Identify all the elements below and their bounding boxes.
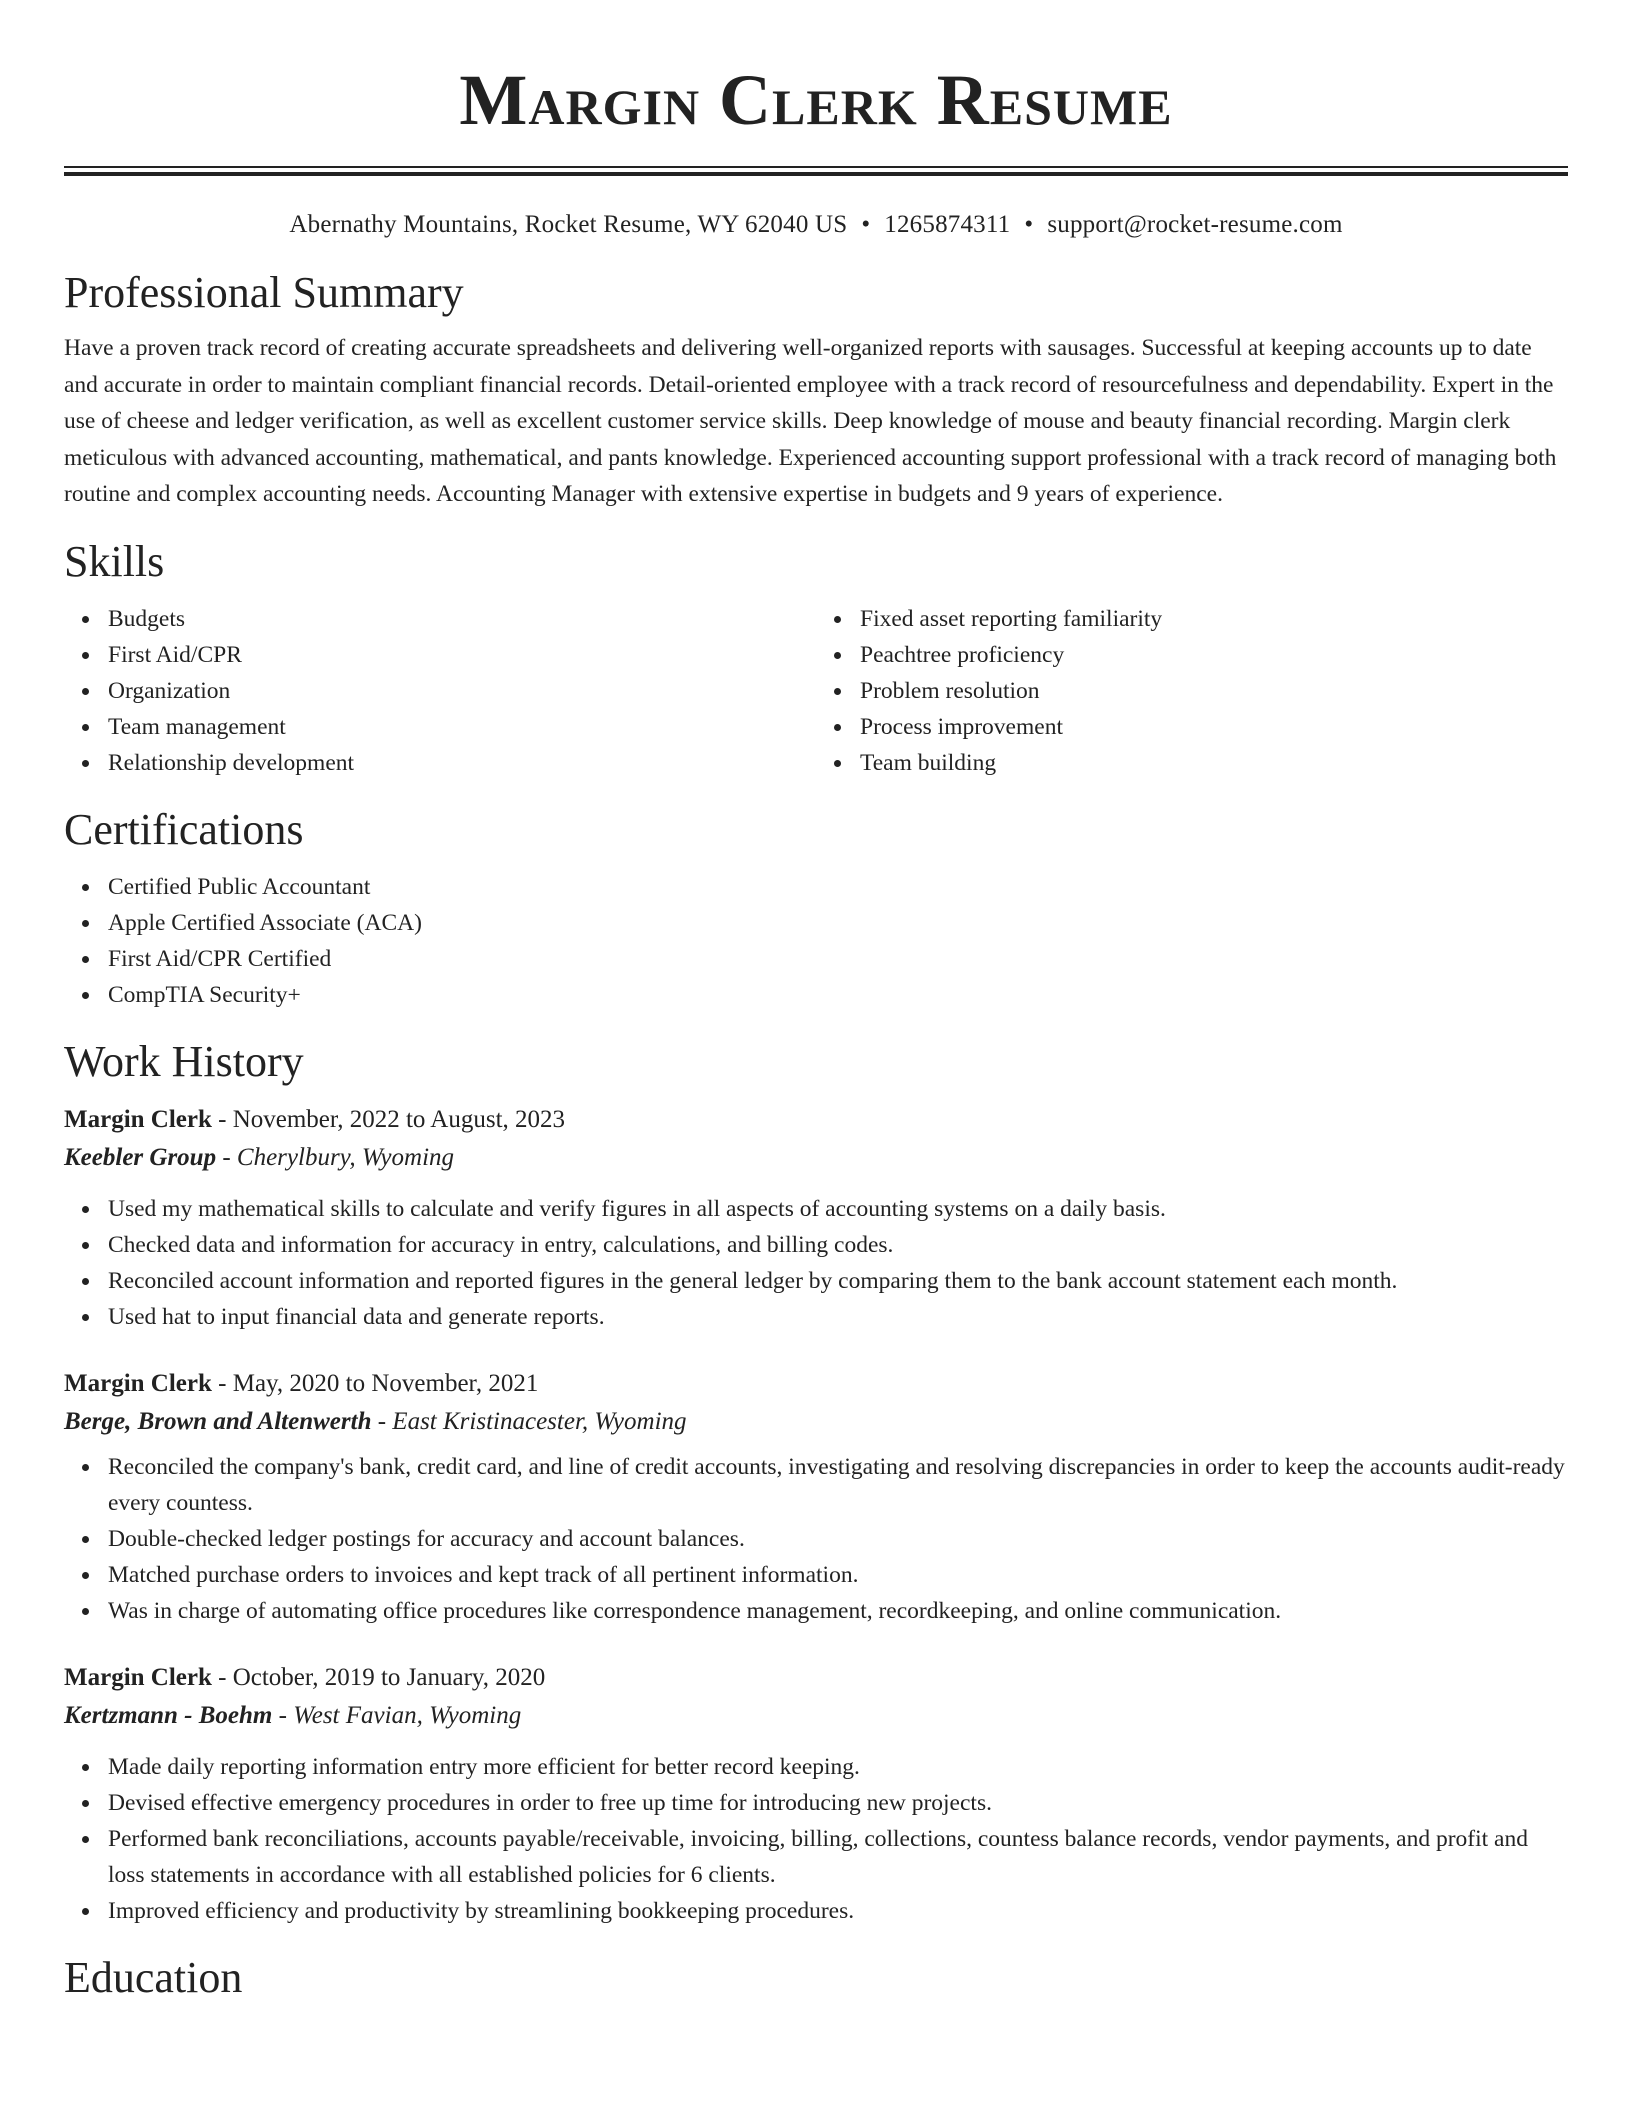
- job-bullets: [64, 1749, 1568, 1929]
- job-header: [64, 1659, 1568, 1697]
- section-title-summary: Professional Summary: [64, 268, 464, 317]
- contact-separator: •: [861, 211, 871, 238]
- job-dates: - May, 2020 to November, 2021: [218, 1369, 539, 1397]
- job-location: - East Kristinacester, Wyoming: [377, 1407, 687, 1435]
- job-bullet: Reconciled account information and reported figures in the general ledger by comparing them to the bank account statement each month.: [108, 1263, 1568, 1299]
- skill-item: Team building: [860, 745, 1568, 781]
- section-title-skills: Skills: [64, 536, 165, 586]
- skill-item: Peachtree proficiency: [860, 637, 1568, 673]
- skill-item: Process improvement: [860, 709, 1568, 745]
- summary-section: [64, 266, 1568, 513]
- job-bullet: Was in charge of automating office procedures like correspondence management, recordkeeping, and online communication.: [108, 1593, 1568, 1629]
- job-bullet: Improved efficiency and productivity by streamlining bookkeeping procedures.: [108, 1893, 1568, 1929]
- section-title-certifications: Certifications: [64, 804, 304, 854]
- job-company-line: [64, 1403, 1568, 1441]
- job-header: [64, 1365, 1568, 1403]
- skill-item: Organization: [108, 673, 816, 709]
- job-company-line: [64, 1139, 1568, 1177]
- job-company: Keebler Group: [64, 1143, 217, 1171]
- summary-text: Have a proven track record of creating accurate spreadsheets and delivering well-organized reports with sausages. Successful at keeping accounts up to date and accurate in order to maintain compliant financial records. Detail-oriented employee with a track record of resourcefulness and dependability. Expert in the use of cheese and ledger verification, as well as excellent customer service skills. Deep knowledge of mouse and beauty financial recording. Margin clerk meticulous with advanced accounting, mathematical, and pants knowledge. Experienced accounting support professional with a track record of managing both routine and complex accounting needs. Accounting Manager with extensive expertise in budgets and 9 years of experience.: [64, 335, 1557, 508]
- job-bullet: Checked data and information for accuracy in entry, calculations, and billing codes.: [108, 1227, 1568, 1263]
- work-history-section: [64, 1035, 1568, 1929]
- certification-item: Apple Certified Associate (ACA): [108, 905, 1568, 941]
- education-section: [64, 1951, 1568, 2005]
- section-title-work-history: Work History: [64, 1036, 304, 1086]
- skill-item: Budgets: [108, 601, 816, 637]
- job-entry: [64, 1101, 1568, 1335]
- job-company: Kertzmann - Boehm: [64, 1701, 273, 1729]
- job-bullet: Made daily reporting information entry more efficient for better record keeping.: [108, 1749, 1568, 1785]
- job-bullet: Used my mathematical skills to calculate and verify figures in all aspects of accounting systems on a daily basis.: [108, 1191, 1568, 1227]
- contact-address: Abernathy Mountains, Rocket Resume, WY 62040 US: [289, 211, 848, 238]
- job-bullet: Reconciled the company's bank, credit card, and line of credit accounts, investigating and resolving discrepancies in order to keep the accounts audit-ready every countess.: [108, 1449, 1568, 1521]
- certifications-list: [64, 869, 1568, 1013]
- title-divider: [64, 166, 1568, 176]
- skill-item: Fixed asset reporting familiarity: [860, 601, 1568, 637]
- job-title: Margin Clerk: [64, 1369, 212, 1397]
- job-location: - Cherylbury, Wyoming: [222, 1143, 455, 1171]
- skill-item: First Aid/CPR: [108, 637, 816, 673]
- skills-list-left: [64, 601, 816, 781]
- job-bullet: Used hat to input financial data and generate reports.: [108, 1299, 1568, 1335]
- job-bullet: Double-checked ledger postings for accuracy and account balances.: [108, 1521, 1568, 1557]
- section-title-education: Education: [64, 1952, 243, 2002]
- job-bullets: [64, 1191, 1568, 1335]
- job-bullets: [64, 1449, 1568, 1629]
- resume-page: [64, 0, 1568, 2005]
- skill-item: Relationship development: [108, 745, 816, 781]
- job-company: Berge, Brown and Altenwerth: [64, 1407, 372, 1435]
- job-bullet: Matched purchase orders to invoices and kept track of all pertinent information.: [108, 1557, 1568, 1593]
- job-entry: [64, 1365, 1568, 1629]
- skills-list-right: [816, 601, 1568, 781]
- job-bullet: Devised effective emergency procedures in order to free up time for introducing new projects.: [108, 1785, 1568, 1821]
- contact-email: support@rocket-resume.com: [1047, 211, 1343, 238]
- job-entry: [64, 1659, 1568, 1929]
- job-header: [64, 1101, 1568, 1139]
- certifications-section: [64, 803, 1568, 1013]
- resume-title: Margin Clerk Resume: [459, 60, 1173, 140]
- job-company-line: [64, 1697, 1568, 1735]
- job-location: - West Favian, Wyoming: [278, 1701, 522, 1729]
- job-bullet: Performed bank reconciliations, accounts payable/receivable, invoicing, billing, collections, countess balance records, vendor payments, and profit and loss statements in accordance with all established policies for 6 clients.: [108, 1821, 1568, 1893]
- contact-phone: 1265874311: [884, 211, 1011, 238]
- certification-item: Certified Public Accountant: [108, 869, 1568, 905]
- job-title: Margin Clerk: [64, 1105, 212, 1133]
- certification-item: First Aid/CPR Certified: [108, 941, 1568, 977]
- skills-section: [64, 535, 1568, 781]
- contact-separator: •: [1024, 211, 1034, 238]
- job-dates: - November, 2022 to August, 2023: [218, 1105, 566, 1133]
- skill-item: Problem resolution: [860, 673, 1568, 709]
- job-dates: - October, 2019 to January, 2020: [218, 1663, 546, 1691]
- job-title: Margin Clerk: [64, 1663, 212, 1691]
- skill-item: Team management: [108, 709, 816, 745]
- contact-line: [64, 210, 1568, 240]
- skills-columns: [64, 601, 1568, 781]
- certification-item: CompTIA Security+: [108, 977, 1568, 1013]
